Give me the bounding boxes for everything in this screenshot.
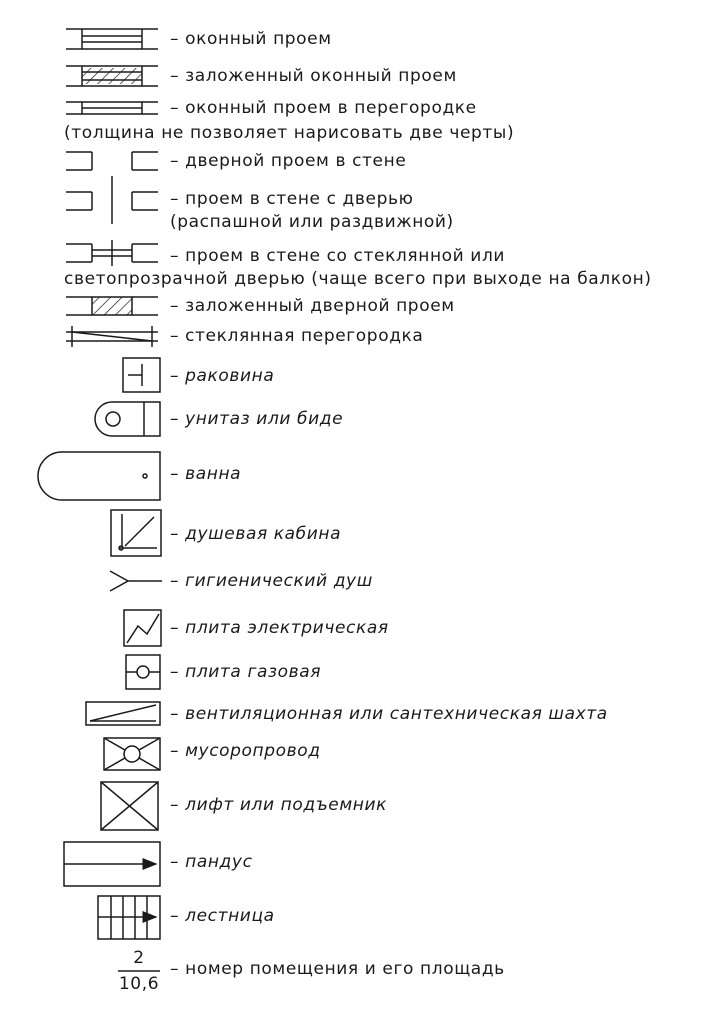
bathtub-icon <box>38 452 160 500</box>
label-bathtub: – ванна <box>170 464 242 484</box>
bricked-door-opening-icon <box>66 297 158 315</box>
label-shower-cabin: – душевая кабина <box>170 524 342 544</box>
window-opening-icon <box>66 29 158 49</box>
label-glass-partition: – стеклянная перегородка <box>170 326 424 346</box>
window-in-partition-icon <box>66 102 158 114</box>
stairs-icon <box>98 896 160 939</box>
gas-stove-icon <box>126 655 160 689</box>
opening-with-door-icon <box>66 176 158 224</box>
garbage-chute-icon <box>104 738 160 770</box>
label-ventilation-shaft: – вентиляционная или сантехническая шахта <box>170 704 608 724</box>
label-sink: – раковина <box>170 366 275 386</box>
shower-cabin-icon <box>111 510 161 556</box>
glass-partition-icon <box>66 326 158 347</box>
label-window-in-partition-note: (толщина не позволяет нарисовать две черты) <box>64 123 515 143</box>
label-hygienic-shower: – гигиенический душ <box>170 571 373 591</box>
fraction-numerator: 2 <box>133 948 145 968</box>
label-bricked-door-opening: – заложенный дверной проем <box>170 296 455 316</box>
door-opening-icon <box>66 152 158 170</box>
label-room-number: – номер помещения и его площадь <box>170 959 505 979</box>
electric-stove-icon <box>124 610 161 646</box>
label-electric-stove: – плита электрическая <box>170 618 389 638</box>
label-door-opening: – дверной проем в стене <box>170 151 407 171</box>
ventilation-shaft-icon <box>86 702 160 725</box>
label-opening-glass-door-note: светопрозрачной дверью (чаще всего при выходе на балкон) <box>64 269 652 289</box>
elevator-icon <box>101 782 158 830</box>
hygienic-shower-icon <box>110 571 162 591</box>
label-window-opening: – оконный проем <box>170 29 332 49</box>
label-opening-glass-door: – проем в стене со стеклянной или <box>170 246 506 266</box>
label-toilet: – унитаз или биде <box>170 409 344 429</box>
toilet-icon <box>95 402 160 436</box>
opening-glass-door-icon <box>66 240 158 266</box>
label-gas-stove: – плита газовая <box>170 662 322 682</box>
label-elevator: – лифт или подъемник <box>170 795 388 815</box>
sink-icon <box>123 358 160 392</box>
label-opening-with-door: – проем в стене с дверью <box>170 189 414 209</box>
ramp-icon <box>64 842 160 886</box>
bricked-window-opening-icon <box>66 66 158 86</box>
fraction-denominator: 10,6 <box>118 974 160 994</box>
label-bricked-window-opening: – заложенный оконный проем <box>170 66 457 86</box>
label-garbage-chute: – мусоропровод <box>170 741 321 761</box>
label-ramp: – пандус <box>170 852 253 872</box>
label-window-in-partition: – оконный проем в перегородке <box>170 98 477 118</box>
label-stairs: – лестница <box>170 906 275 926</box>
label-opening-with-door-note: (распашной или раздвижной) <box>170 212 454 232</box>
